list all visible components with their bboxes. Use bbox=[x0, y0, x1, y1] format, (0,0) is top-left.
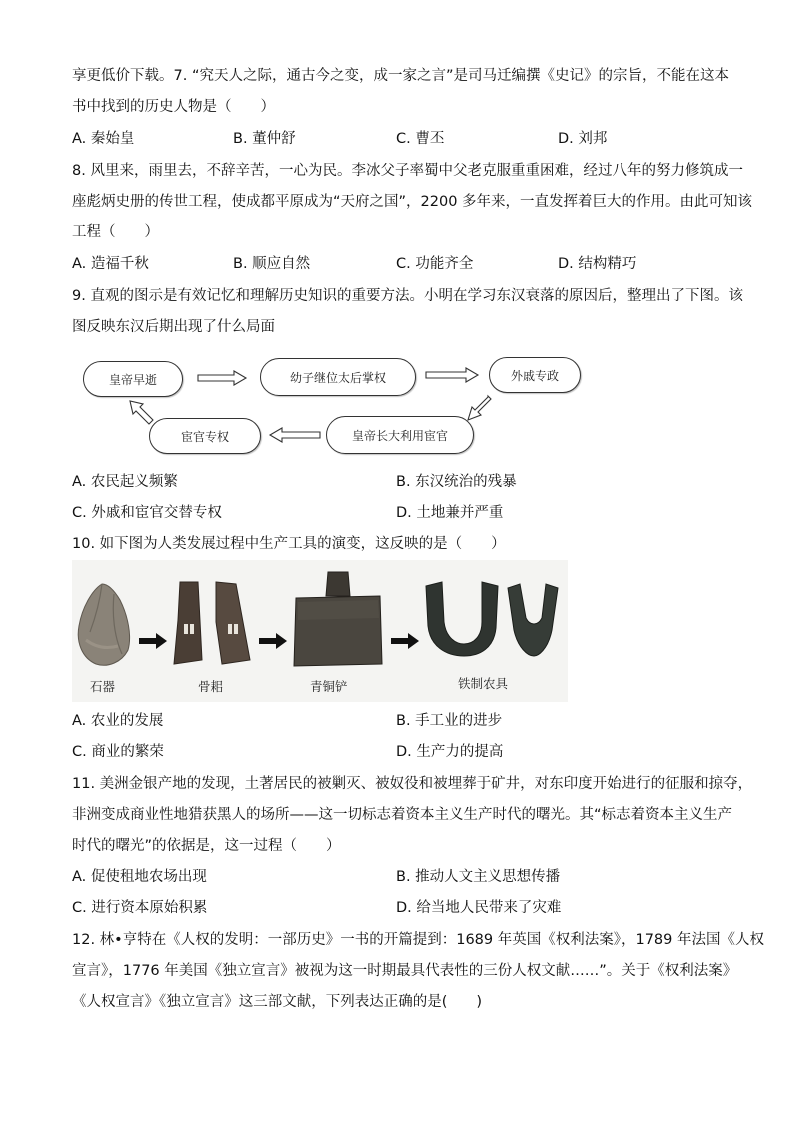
flow-arrow-up-left bbox=[128, 399, 154, 425]
q10-option-c[interactable]: C. 商业的繁荣 bbox=[72, 744, 164, 760]
flow-node-emperor-uses-eunuchs: 皇帝长大利用宦官 bbox=[326, 416, 474, 454]
q10-option-b[interactable]: B. 手工业的进步 bbox=[396, 713, 503, 729]
tools-arrow-3 bbox=[390, 633, 420, 649]
q12-stem-line3: 《人权宣言》《独立宣言》这三部文献，下列表达正确的是( ) bbox=[72, 994, 483, 1010]
q7-option-a[interactable]: A. 秦始皇 bbox=[72, 131, 135, 147]
bone-spade-image bbox=[172, 580, 254, 666]
q8-stem-line3: 工程（ ） bbox=[72, 224, 159, 240]
q8-option-c[interactable]: C. 功能齐全 bbox=[396, 256, 474, 272]
q11-stem-line2: 非洲变成商业性地猎获黑人的场所——这一切标志着资本主义生产时代的曙光。其“标志着资本主义生产 bbox=[72, 807, 733, 823]
flow-arrow-left bbox=[268, 427, 322, 443]
q7-stem-line2: 书中找到的历史人物是（ ） bbox=[72, 99, 275, 115]
q9-stem-line2: 图反映东汉后期出现了什么局面 bbox=[72, 319, 275, 335]
caption-iron-tools: 铁制农具 bbox=[458, 676, 509, 691]
q8-option-d[interactable]: D. 结构精巧 bbox=[558, 256, 637, 272]
q9-stem-line1: 9. 直观的图示是有效记忆和理解历史知识的重要方法。小明在学习东汉衰落的原因后，整理出了下图。该 bbox=[72, 288, 743, 304]
q11-option-c[interactable]: C. 进行资本原始积累 bbox=[72, 900, 208, 916]
q11-option-b[interactable]: B. 推动人文主义思想传播 bbox=[396, 869, 561, 885]
q10-stem-line1: 10. 如下图为人类发展过程中生产工具的演变，这反映的是（ ） bbox=[72, 536, 506, 552]
q7-option-b[interactable]: B. 董仲舒 bbox=[233, 131, 296, 147]
tools-evolution-figure bbox=[72, 560, 568, 702]
q12-stem-line1: 12. 林•亨特在《人权的发明：一部历史》一书的开篇提到：1689 年英国《权利法案》，1789 年法国《人权 bbox=[72, 932, 764, 948]
flow-arrow-right-1 bbox=[196, 370, 248, 386]
flow-node-eunuch-rule: 宦官专权 bbox=[149, 418, 261, 454]
q9-option-a[interactable]: A. 农民起义频繁 bbox=[72, 474, 178, 490]
q11-stem-line3: 时代的曙光”的依据是，这一过程（ ） bbox=[72, 838, 341, 854]
q10-option-a[interactable]: A. 农业的发展 bbox=[72, 713, 164, 729]
q9-option-c[interactable]: C. 外戚和宦官交替专权 bbox=[72, 505, 222, 521]
q10-option-d[interactable]: D. 生产力的提高 bbox=[396, 744, 504, 760]
flow-node-emperor-early-death: 皇帝早逝 bbox=[83, 361, 183, 397]
q8-stem-line1: 8. 风里来，雨里去，不辞辛苦，一心为民。李冰父子率蜀中父老克服重重困难，经过八年的努力修筑成一 bbox=[72, 163, 743, 179]
caption-stone-tool: 石器 bbox=[90, 679, 116, 694]
q11-option-a[interactable]: A. 促使租地农场出现 bbox=[72, 869, 207, 885]
stone-tool-image bbox=[74, 580, 134, 670]
q9-option-b[interactable]: B. 东汉统治的残暴 bbox=[396, 474, 517, 490]
q12-stem-line2: 宣言》，1776 年美国《独立宣言》被视为这一时期最具代表性的三份人权文献……”。关于《权利法案》 bbox=[72, 963, 738, 979]
tools-arrow-2 bbox=[258, 633, 288, 649]
bronze-shovel-image bbox=[292, 570, 384, 668]
tools-arrow-1 bbox=[138, 633, 168, 649]
flow-node-child-succession: 幼子继位太后掌权 bbox=[260, 358, 416, 396]
q9-option-d[interactable]: D. 土地兼并严重 bbox=[396, 505, 504, 521]
q8-option-b[interactable]: B. 顺应自然 bbox=[233, 256, 311, 272]
q7-option-c[interactable]: C. 曹丕 bbox=[396, 131, 445, 147]
flow-arrow-down-left bbox=[466, 394, 492, 422]
q7-option-d[interactable]: D. 刘邦 bbox=[558, 131, 608, 147]
caption-bronze-shovel: 青铜铲 bbox=[310, 679, 348, 694]
iron-tools-image bbox=[422, 578, 568, 658]
flow-node-consort-clan-rule: 外戚专政 bbox=[489, 357, 581, 393]
caption-bone-spade: 骨耜 bbox=[198, 679, 224, 694]
q11-stem-line1: 11. 美洲金银产地的发现，土著居民的被剿灭、被奴役和被埋葬于矿井，对东印度开始进行的征服和掠夺， bbox=[72, 776, 753, 792]
q7-stem-line1: 享更低价下载。7. “究天人之际，通古今之变，成一家之言”是司马迁编撰《史记》的宗旨，不能在这本 bbox=[72, 68, 729, 84]
q8-stem-line2: 座彪炳史册的传世工程，使成都平原成为“天府之国”，2200 多年来，一直发挥着巨大的作用。由此可知该 bbox=[72, 194, 753, 210]
q11-option-d[interactable]: D. 给当地人民带来了灾难 bbox=[396, 900, 562, 916]
q8-option-a[interactable]: A. 造福千秋 bbox=[72, 256, 149, 272]
flow-arrow-right-2 bbox=[424, 367, 480, 383]
